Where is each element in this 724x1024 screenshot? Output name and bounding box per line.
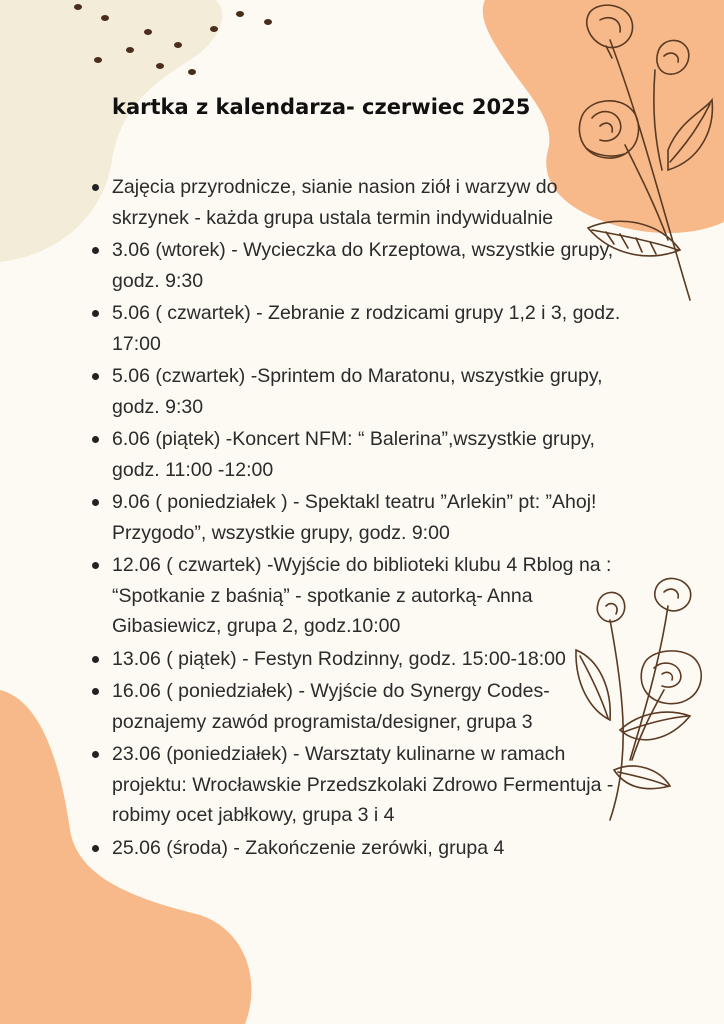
- bullet-icon: [92, 436, 99, 443]
- bullet-icon: [92, 688, 99, 695]
- bullet-icon: [92, 310, 99, 317]
- event-text: 13.06 ( piątek) - Festyn Rodzinny, godz. 15:00-18:00: [112, 647, 566, 670]
- bullet-icon: [92, 845, 99, 852]
- list-item: [82, 361, 622, 422]
- list-item: [82, 487, 622, 548]
- list-item: [82, 644, 622, 675]
- bullet-icon: [92, 656, 99, 663]
- list-item: [82, 550, 622, 642]
- event-text: 23.06 (poniedziałek) - Warsztaty kulinarne w ramach projektu: Wrocławskie Przedszkolaki Zdrowo Fermentuja - robimy ocet jabłkowy, grupa 3 i 4: [112, 743, 614, 826]
- event-text: 3.06 (wtorek) - Wycieczka do Krzeptowa, wszystkie grupy, godz. 9:30: [112, 239, 614, 292]
- bullet-icon: [92, 247, 99, 254]
- bullet-icon: [92, 562, 99, 569]
- list-item: [82, 833, 622, 864]
- list-item: [82, 235, 622, 296]
- list-item: [82, 739, 622, 831]
- event-text: 12.06 ( czwartek) -Wyjście do biblioteki klubu 4 Rblog na : “Spotkanie z baśnią” - spotkanie z autorką- Anna Gibasiewicz, grupa 2, godz.10:00: [112, 554, 612, 637]
- bullet-icon: [92, 499, 99, 506]
- page-title: kartka z kalendarza- czerwiec 2025: [112, 95, 531, 119]
- bullet-icon: [92, 751, 99, 758]
- list-item: [82, 424, 622, 485]
- list-item: [82, 172, 622, 233]
- event-text: 5.06 (czwartek) -Sprintem do Maratonu, wszystkie grupy, godz. 9:30: [112, 365, 603, 418]
- event-text: 16.06 ( poniedziałek) - Wyjście do Synergy Codes- poznajemy zawód programista/designer, grupa 3: [112, 680, 550, 733]
- event-text: 25.06 (środa) - Zakończenie zerówki, grupa 4: [112, 836, 505, 859]
- event-text: 5.06 ( czwartek) - Zebranie z rodzicami grupy 1,2 i 3, godz. 17:00: [112, 302, 621, 355]
- event-text: Zajęcia przyrodnicze, sianie nasion ziół i warzyw do skrzynek - każda grupa ustala termin indywidualnie: [112, 176, 558, 229]
- event-text: 9.06 ( poniedziałek ) - Spektakl teatru ”Arlekin” pt: ”Ahoj! Przygodo”, wszystkie grupy, godz. 9:00: [112, 491, 597, 544]
- list-item: [82, 676, 622, 737]
- list-item: [82, 298, 622, 359]
- event-list: [82, 172, 622, 865]
- bullet-icon: [92, 184, 99, 191]
- event-text: 6.06 (piątek) -Koncert NFM: “ Balerina”,wszystkie grupy, godz. 11:00 -12:00: [112, 428, 595, 481]
- bullet-icon: [92, 373, 99, 380]
